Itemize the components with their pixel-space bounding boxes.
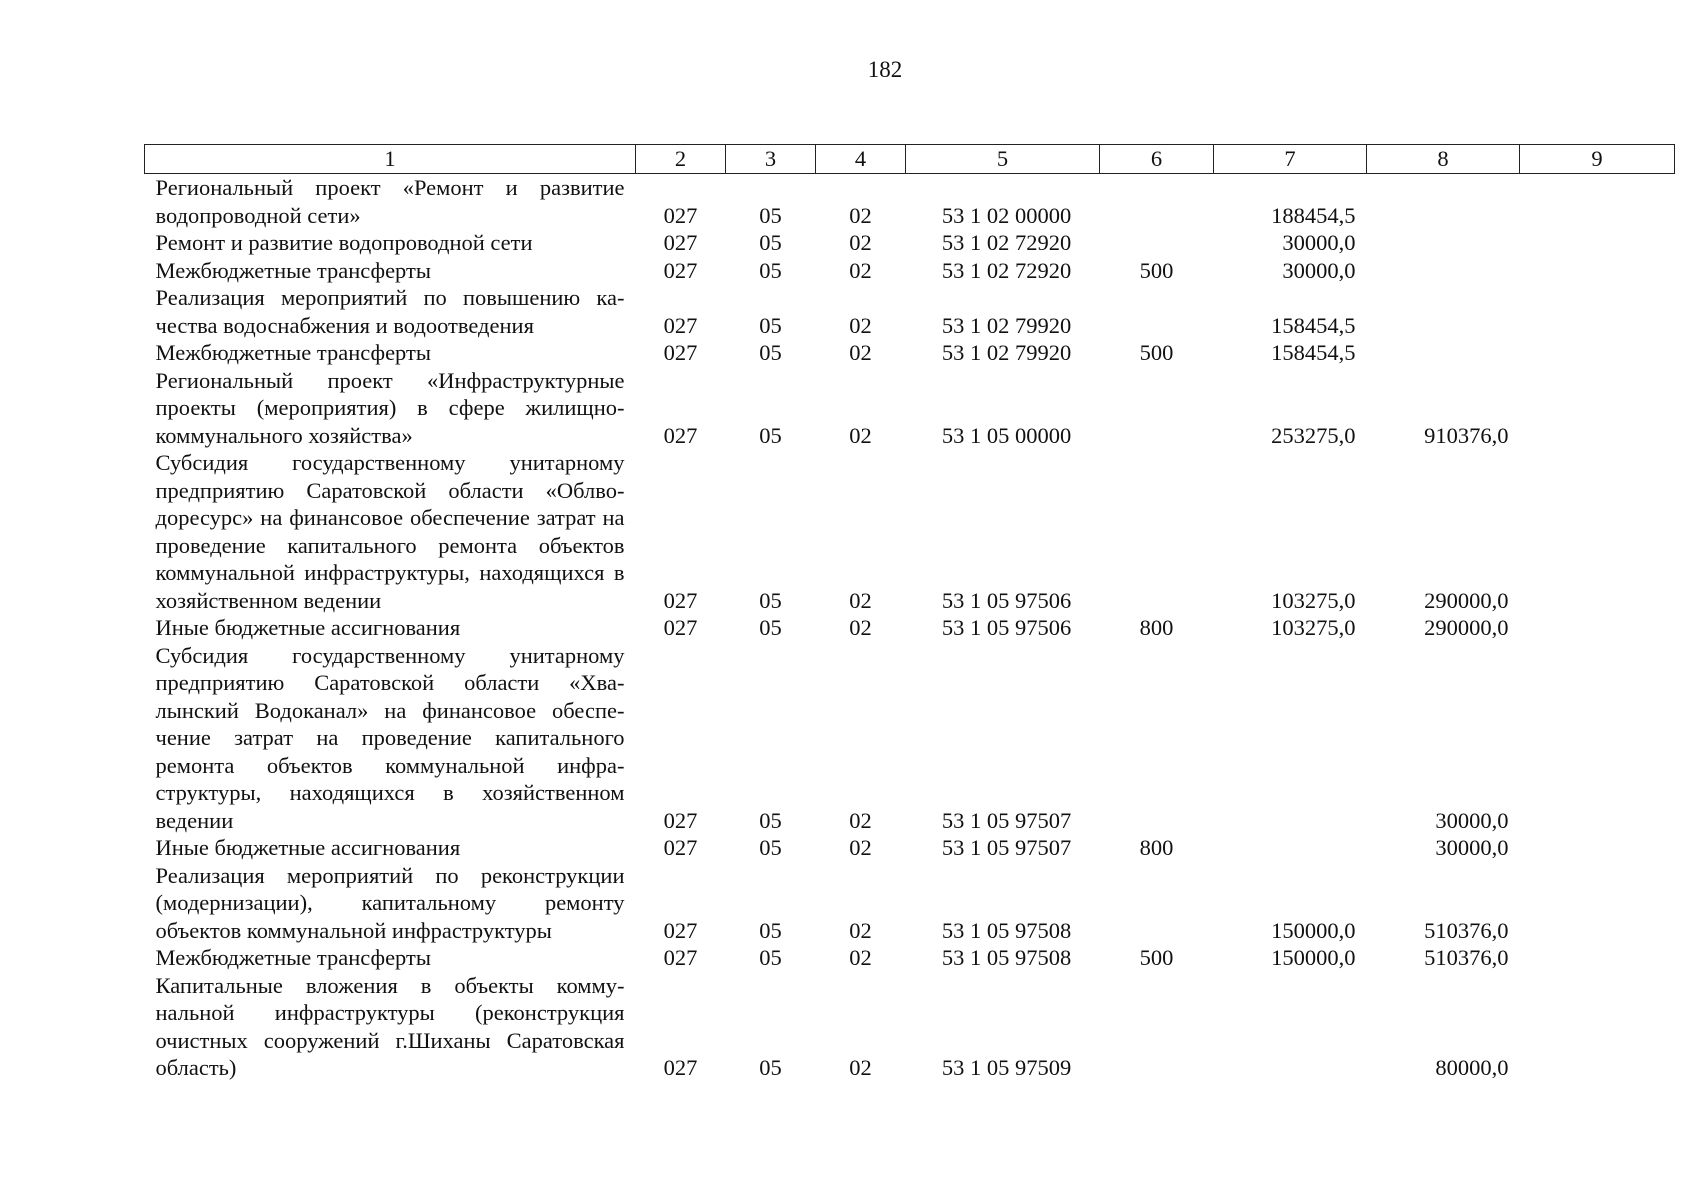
row-amount-col8: 80000,0 (1435, 1055, 1509, 1080)
row-name: Межбюджетные трансферты (155, 340, 431, 365)
row-section: 05 (759, 615, 782, 640)
row-section: 05 (759, 807, 782, 833)
header-col-7: 7 (1214, 145, 1367, 174)
row-section: 05 (759, 312, 782, 338)
row-amount-col9 (1520, 257, 1675, 285)
table-row (145, 944, 1675, 972)
row-amount-col9 (1520, 944, 1675, 972)
row-amount-col7 (1214, 972, 1367, 1082)
row-chapter: 027 (663, 615, 698, 640)
row-amount-col8 (1367, 174, 1520, 230)
row-section: 05 (759, 202, 782, 228)
row-expense-type (1100, 367, 1214, 450)
table-row (145, 972, 1675, 1082)
header-col-9: 9 (1520, 145, 1675, 174)
row-target-article: 53 1 05 97506 (941, 615, 1072, 640)
header-col-6: 6 (1100, 145, 1214, 174)
row-subsection: 02 (849, 257, 872, 283)
row-chapter: 027 (663, 1055, 698, 1080)
row-amount-col9 (1520, 972, 1675, 1082)
table-row (145, 449, 1675, 614)
row-name: Капитальные вложения в объекты коммунальной инфраструктуры (реконструкция очистных сооружений г.Шиханы Саратовская область) (155, 972, 625, 1080)
row-amount-col9 (1520, 862, 1675, 945)
row-expense-type: 800 (1139, 835, 1174, 860)
row-subsection: 02 (849, 1055, 872, 1080)
row-amount-col8 (1367, 284, 1520, 339)
row-amount-col7: 103275,0 (1271, 587, 1356, 613)
row-amount-col7: 150000,0 (1271, 917, 1356, 943)
row-section: 05 (759, 1055, 782, 1080)
row-name: Реализация мероприятий по реконструкции (модернизации), капитальному ремонту объектов коммунальной инфраструктуры (155, 862, 625, 943)
row-subsection: 02 (849, 340, 872, 365)
row-subsection: 02 (849, 230, 872, 255)
table-row (145, 642, 1675, 835)
row-target-article: 53 1 05 00000 (941, 422, 1072, 448)
row-target-article: 53 1 02 79920 (941, 340, 1072, 365)
row-chapter: 027 (663, 230, 698, 255)
row-amount-col9 (1520, 174, 1675, 230)
row-amount-col7: 150000,0 (1271, 945, 1356, 970)
row-amount-col8: 290000,0 (1424, 615, 1509, 640)
row-name: Реализация мероприятий по повышению качества водоснабжения и водоотведения (155, 285, 625, 338)
row-amount-col7: 253275,0 (1271, 422, 1356, 448)
row-amount-col9 (1520, 834, 1675, 862)
row-name: Иные бюджетные ассигнования (155, 835, 461, 860)
row-amount-col8: 30000,0 (1435, 807, 1509, 833)
row-amount-col8: 290000,0 (1424, 587, 1509, 613)
row-name: Ремонт и развитие водопроводной сети (155, 230, 533, 255)
row-chapter: 027 (663, 917, 698, 943)
row-chapter: 027 (663, 807, 698, 833)
row-target-article: 53 1 02 72920 (941, 257, 1072, 283)
row-chapter: 027 (663, 257, 698, 283)
row-chapter: 027 (663, 202, 698, 228)
row-amount-col8: 510376,0 (1424, 917, 1509, 943)
row-amount-col8 (1367, 229, 1520, 257)
table-row (145, 834, 1675, 862)
row-section: 05 (759, 945, 782, 970)
row-target-article: 53 1 05 97506 (941, 587, 1072, 613)
row-section: 05 (759, 917, 782, 943)
row-chapter: 027 (663, 835, 698, 860)
row-target-article: 53 1 02 79920 (941, 312, 1072, 338)
row-section: 05 (759, 340, 782, 365)
table-body (145, 174, 1675, 1082)
table-row (145, 862, 1675, 945)
row-amount-col8: 910376,0 (1424, 422, 1509, 448)
row-amount-col7 (1214, 834, 1367, 862)
row-subsection: 02 (849, 422, 872, 448)
row-name: Межбюджетные трансферты (155, 257, 431, 283)
header-col-4: 4 (816, 145, 906, 174)
row-chapter: 027 (663, 945, 698, 970)
table-row (145, 614, 1675, 642)
header-row (145, 145, 1675, 174)
row-name: Региональный проект «Инфраструктурные проекты (мероприятия) в сфере жилищно-коммунального хозяйства» (155, 367, 625, 448)
row-name: Межбюджетные трансферты (155, 945, 431, 970)
row-name: Субсидия государственному унитарному предприятию Саратовской области «Облводоресурс» на финансовое обеспечение затрат на проведение капитального ремонта объектов коммунальной инфраструктуры, находящихся в хозяйственном ведении (155, 450, 625, 613)
row-amount-col7: 158454,5 (1271, 312, 1356, 338)
row-target-article: 53 1 05 97508 (941, 917, 1072, 943)
row-expense-type: 800 (1139, 615, 1174, 640)
row-subsection: 02 (849, 835, 872, 860)
row-subsection: 02 (849, 917, 872, 943)
row-expense-type (1100, 229, 1214, 257)
row-expense-type: 500 (1139, 945, 1174, 970)
header-col-3: 3 (726, 145, 816, 174)
row-chapter: 027 (663, 422, 698, 448)
row-expense-type (1100, 642, 1214, 835)
row-chapter: 027 (663, 312, 698, 338)
table-row (145, 339, 1675, 367)
row-amount-col7: 103275,0 (1271, 615, 1356, 640)
row-section: 05 (759, 422, 782, 448)
row-amount-col7 (1214, 642, 1367, 835)
row-amount-col8: 510376,0 (1424, 945, 1509, 970)
row-expense-type (1100, 174, 1214, 230)
row-target-article: 53 1 02 00000 (941, 202, 1072, 228)
row-expense-type (1100, 449, 1214, 614)
row-subsection: 02 (849, 312, 872, 338)
header-col-1: 1 (145, 145, 636, 174)
row-amount-col7: 30000,0 (1282, 230, 1356, 255)
row-expense-type (1100, 972, 1214, 1082)
row-chapter: 027 (663, 587, 698, 613)
row-amount-col9 (1520, 284, 1675, 339)
row-section: 05 (759, 587, 782, 613)
header-col-2: 2 (636, 145, 726, 174)
row-name: Иные бюджетные ассигнования (155, 615, 461, 640)
table-row (145, 367, 1675, 450)
header-col-5: 5 (906, 145, 1100, 174)
row-expense-type (1100, 862, 1214, 945)
row-amount-col8 (1367, 339, 1520, 367)
row-name: Субсидия государственному унитарному предприятию Саратовской области «Хвалынский Водоканал» на финансовое обеспечение затрат на проведение капитального ремонта объектов коммунальной инфраструктуры, находящихся в хозяйственном ведении (155, 642, 625, 833)
table-header (145, 145, 1675, 174)
row-amount-col9 (1520, 367, 1675, 450)
row-target-article: 53 1 02 72920 (941, 230, 1072, 255)
row-subsection: 02 (849, 945, 872, 970)
row-amount-col9 (1520, 449, 1675, 614)
row-section: 05 (759, 835, 782, 860)
row-amount-col8 (1367, 257, 1520, 285)
row-target-article: 53 1 05 97507 (941, 807, 1072, 833)
row-amount-col7: 30000,0 (1282, 257, 1356, 283)
budget-table (144, 144, 1675, 1082)
row-subsection: 02 (849, 202, 872, 228)
page-number: 182 (867, 57, 903, 82)
row-section: 05 (759, 257, 782, 283)
header-col-8: 8 (1367, 145, 1520, 174)
row-subsection: 02 (849, 807, 872, 833)
row-subsection: 02 (849, 587, 872, 613)
row-amount-col7: 158454,5 (1271, 340, 1356, 365)
table-row (145, 174, 1675, 230)
row-amount-col9 (1520, 229, 1675, 257)
row-amount-col9 (1520, 642, 1675, 835)
table-row (145, 229, 1675, 257)
row-chapter: 027 (663, 340, 698, 365)
row-amount-col8: 30000,0 (1435, 835, 1509, 860)
table-row (145, 257, 1675, 285)
row-name: Региональный проект «Ремонт и развитие водопроводной сети» (155, 175, 625, 228)
row-target-article: 53 1 05 97507 (941, 835, 1072, 860)
table-row (145, 284, 1675, 339)
row-target-article: 53 1 05 97508 (941, 945, 1072, 970)
row-section: 05 (759, 230, 782, 255)
row-expense-type (1100, 284, 1214, 339)
row-target-article: 53 1 05 97509 (941, 1055, 1072, 1080)
row-amount-col9 (1520, 614, 1675, 642)
row-amount-col9 (1520, 339, 1675, 367)
row-expense-type: 500 (1139, 340, 1174, 365)
row-expense-type: 500 (1139, 257, 1174, 283)
row-subsection: 02 (849, 615, 872, 640)
row-amount-col7: 188454,5 (1271, 202, 1356, 228)
